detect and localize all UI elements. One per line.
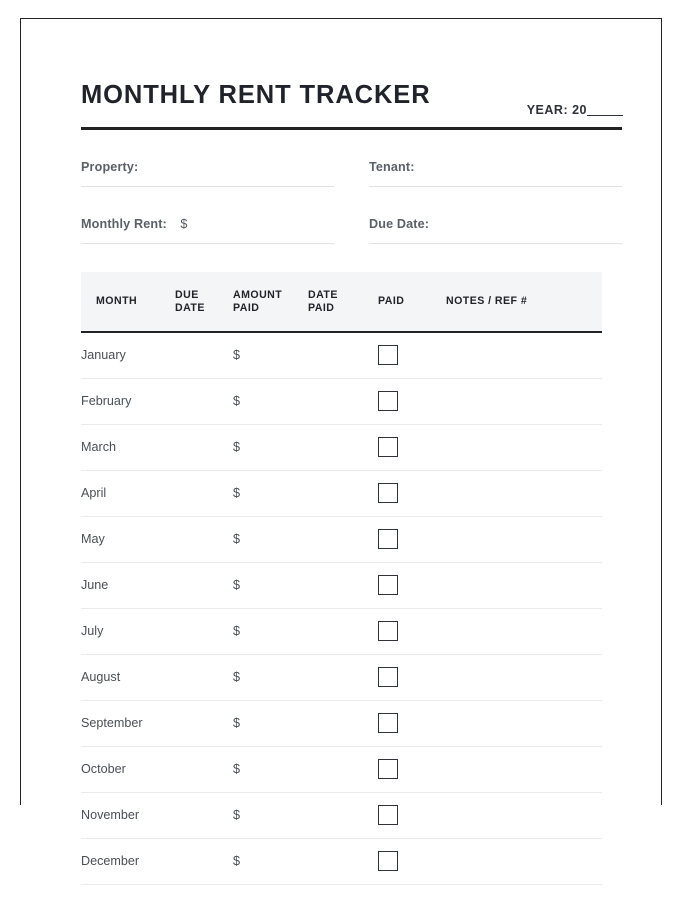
column-header-amount-paid-line1: AMOUNT: [233, 289, 283, 301]
property-field[interactable]: [81, 158, 334, 187]
paid-checkbox[interactable]: [378, 391, 398, 411]
table-row: [81, 746, 602, 792]
paid-checkbox[interactable]: [378, 667, 398, 687]
cell-due-date[interactable]: [175, 654, 233, 700]
cell-paid: [378, 654, 446, 700]
paid-checkbox[interactable]: [378, 529, 398, 549]
cell-paid: [378, 838, 446, 884]
cell-due-date[interactable]: [175, 516, 233, 562]
table-row: [81, 378, 602, 424]
cell-month: March: [81, 424, 175, 470]
cell-notes[interactable]: [446, 700, 602, 746]
table-row: [81, 516, 602, 562]
cell-notes[interactable]: [446, 608, 602, 654]
table-row: [81, 424, 602, 470]
cell-due-date[interactable]: [175, 424, 233, 470]
cell-amount-paid[interactable]: $: [233, 654, 308, 700]
cell-month: April: [81, 470, 175, 516]
cell-paid: [378, 700, 446, 746]
document-header: [81, 81, 623, 127]
table-row: [81, 838, 602, 884]
cell-due-date[interactable]: [175, 608, 233, 654]
cell-due-date[interactable]: [175, 746, 233, 792]
column-header-date-paid-line2: PAID: [308, 301, 335, 314]
property-label: Property:: [81, 160, 139, 174]
cell-due-date[interactable]: [175, 470, 233, 516]
tenant-label: Tenant:: [369, 160, 415, 174]
cell-paid: [378, 516, 446, 562]
cell-date-paid[interactable]: [308, 470, 378, 516]
cell-notes[interactable]: [446, 332, 602, 379]
cell-date-paid[interactable]: [308, 746, 378, 792]
paid-checkbox[interactable]: [378, 575, 398, 595]
cell-due-date[interactable]: [175, 332, 233, 379]
cell-paid: [378, 792, 446, 838]
cell-notes[interactable]: [446, 746, 602, 792]
column-header-due-date-line2: DATE: [175, 301, 205, 314]
cell-amount-paid[interactable]: $: [233, 332, 308, 379]
cell-amount-paid[interactable]: $: [233, 562, 308, 608]
cell-month: December: [81, 838, 175, 884]
cell-due-date[interactable]: [175, 378, 233, 424]
cell-notes[interactable]: [446, 378, 602, 424]
paid-checkbox[interactable]: [378, 345, 398, 365]
table-header: [81, 272, 602, 332]
cell-month: September: [81, 700, 175, 746]
tenant-field[interactable]: [369, 158, 622, 187]
cell-month: October: [81, 746, 175, 792]
table-row: [81, 654, 602, 700]
column-header-paid-label: PAID: [378, 295, 405, 308]
table-row: [81, 332, 602, 379]
column-header-date-paid: [308, 272, 378, 332]
column-header-month-label: MONTH: [96, 295, 138, 308]
cell-paid: [378, 562, 446, 608]
cell-amount-paid[interactable]: $: [233, 378, 308, 424]
column-header-paid: [378, 272, 446, 332]
cell-date-paid[interactable]: [308, 700, 378, 746]
cell-date-paid[interactable]: [308, 654, 378, 700]
cell-amount-paid[interactable]: $: [233, 516, 308, 562]
cell-due-date[interactable]: [175, 562, 233, 608]
table-row: [81, 562, 602, 608]
meta-fields: [81, 158, 622, 244]
paid-checkbox[interactable]: [378, 437, 398, 457]
column-header-date-paid-line1: DATE: [308, 289, 338, 301]
cell-amount-paid[interactable]: $: [233, 608, 308, 654]
table-row: [81, 470, 602, 516]
paid-checkbox[interactable]: [378, 759, 398, 779]
cell-date-paid[interactable]: [308, 792, 378, 838]
column-header-due-date: [175, 272, 233, 332]
cell-date-paid[interactable]: [308, 424, 378, 470]
title-divider: [81, 127, 622, 130]
cell-date-paid[interactable]: [308, 608, 378, 654]
cell-due-date[interactable]: [175, 700, 233, 746]
cell-paid: [378, 470, 446, 516]
table-header-row: [81, 272, 602, 332]
cell-month: May: [81, 516, 175, 562]
cell-paid: [378, 378, 446, 424]
cell-amount-paid[interactable]: $: [233, 424, 308, 470]
meta-row-1: [81, 158, 622, 187]
monthly-rent-field[interactable]: [81, 215, 334, 244]
cell-notes[interactable]: [446, 562, 602, 608]
year-field[interactable]: [527, 103, 623, 117]
cell-date-paid[interactable]: [308, 378, 378, 424]
cell-notes[interactable]: [446, 654, 602, 700]
monthly-rent-label: Monthly Rent:: [81, 217, 167, 231]
cell-date-paid[interactable]: [308, 562, 378, 608]
cell-month: February: [81, 378, 175, 424]
cell-due-date[interactable]: [175, 838, 233, 884]
cell-paid: [378, 424, 446, 470]
cell-due-date[interactable]: [175, 792, 233, 838]
table-row: [81, 608, 602, 654]
cell-month: June: [81, 562, 175, 608]
paid-checkbox[interactable]: [378, 483, 398, 503]
paid-checkbox[interactable]: [378, 713, 398, 733]
due-date-field[interactable]: [369, 215, 622, 244]
table-row: [81, 792, 602, 838]
cell-notes[interactable]: [446, 838, 602, 884]
cell-date-paid[interactable]: [308, 838, 378, 884]
table-row: [81, 700, 602, 746]
column-header-notes-label: NOTES / REF #: [446, 295, 528, 308]
cell-amount-paid[interactable]: $: [233, 792, 308, 838]
rent-tracker-table: [81, 272, 602, 885]
cell-paid: [378, 332, 446, 379]
column-header-month: [81, 272, 175, 332]
cell-amount-paid[interactable]: $: [233, 838, 308, 884]
cell-month: August: [81, 654, 175, 700]
cell-month: July: [81, 608, 175, 654]
year-blank-underline[interactable]: [587, 115, 623, 116]
cell-date-paid[interactable]: [308, 332, 378, 379]
page-title: MONTHLY RENT TRACKER: [81, 81, 431, 109]
column-header-amount-paid-line2: PAID: [233, 301, 260, 314]
cell-amount-paid[interactable]: $: [233, 470, 308, 516]
paid-checkbox[interactable]: [378, 851, 398, 871]
paid-checkbox[interactable]: [378, 805, 398, 825]
document-page: [20, 18, 662, 869]
table-body: [81, 332, 602, 885]
cell-notes[interactable]: [446, 424, 602, 470]
meta-row-2: [81, 215, 622, 244]
column-header-amount-paid: [233, 272, 308, 332]
cell-notes[interactable]: [446, 470, 602, 516]
cell-month: November: [81, 792, 175, 838]
cell-amount-paid[interactable]: $: [233, 700, 308, 746]
cell-month: January: [81, 332, 175, 379]
column-header-due-date-line1: DUE: [175, 289, 199, 301]
cell-date-paid[interactable]: [308, 516, 378, 562]
cell-notes[interactable]: [446, 792, 602, 838]
cell-notes[interactable]: [446, 516, 602, 562]
paid-checkbox[interactable]: [378, 621, 398, 641]
cell-paid: [378, 608, 446, 654]
cell-amount-paid[interactable]: $: [233, 746, 308, 792]
monthly-rent-currency-symbol: $: [180, 217, 188, 231]
year-label: YEAR: 20: [526, 103, 587, 117]
cell-paid: [378, 746, 446, 792]
due-date-label: Due Date:: [369, 217, 430, 231]
column-header-notes: [446, 272, 602, 332]
